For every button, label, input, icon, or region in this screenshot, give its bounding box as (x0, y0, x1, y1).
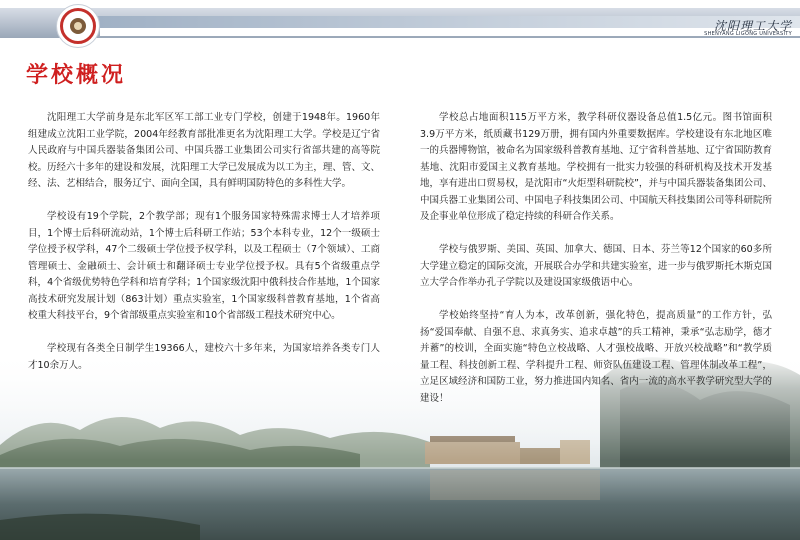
paragraph: 沈阳理工大学前身是东北军区军工部工业专门学校，创建于1948年。1960年组建成立沈阳工业学院，2004年经教育部批准更名为沈阳理工大学。学校是辽宁省人民政府与中国兵器装备集团公司、中国兵器工业集团公司实行省部共建的高等院校。历经六十多年的建设和发展，沈阳理工大学已发展成为以工为主，理、管、文、经、法、艺相结合，服务辽宁、面向全国，具有鲜明国防特色的多科性大学。 (28, 112, 380, 189)
page-header (0, 0, 800, 48)
right-column (420, 110, 772, 424)
paragraph: 学校与俄罗斯、美国、英国、加拿大、德国、日本、芬兰等12个国家的60多所大学建立稳定的国际交流，开展联合办学和共建实验室，进一步与俄罗斯托木斯克国立大学合作举办孔子学院以及建设国家级俄语中心。 (420, 244, 772, 288)
left-column (28, 110, 380, 391)
calligraphy-subtitle: SHENYANG LIGONG UNIVERSITY (704, 31, 792, 37)
header-strip (86, 16, 800, 28)
seal-center (74, 22, 82, 30)
paragraph: 学校总占地面积115万平方米，教学科研仪器设备总值1.5亿元。图书馆面积3.9万平方米，纸质藏书129万册，拥有国内外重要数据库。学校建设有东北地区唯一的兵器博物馆，被命名为国家级科普教育基地、辽宁省科普基地、辽宁省国防教育基地、沈阳市爱国主义教育基地。学校拥有一批实力较强的科研机构及技术开发基地，享有进出口贸易权，是沈阳市“火炬型科研院校”，并与中国兵器装备集团公司、中国兵器工业集团公司、中国电子科技集团公司、中国航天科技集团公司等科研院所及企事业单位形成了稳定持续的科研合作关系。 (420, 112, 772, 222)
paragraph: 学校始终坚持“育人为本，改革创新，强化特色，提高质量”的工作方针，弘扬“爱国奉献、自强不息、求真务实、追求卓越”的兵工精神，秉承“弘志励学，德才并蓄”的校训，全面实施“特色立校战略、人才强校战略、开放兴校战略”和“教学质量工程、科技创新工程、学科提升工程、师资队伍建设工程、管理体制改革工程”，立足区域经济和国防工业，努力推进国内知名、省内一流的高水平教学研究型大学的建设！ (420, 310, 772, 404)
page-title: 学校概况 (26, 63, 127, 88)
calligraphy-mark: 沈阳理工大学 (713, 19, 792, 33)
paragraph: 学校现有各类全日制学生19366人，建校六十多年来，为国家培养各类专门人才10余万人。 (28, 343, 380, 371)
paragraph: 学校设有19个学院，2个教学部；现有1个服务国家特殊需求博士人才培养项目，1个博士后科研流动站，1个博士后科研工作站；53个本科专业，12个一级硕士学位授予权学科，47个二级硕士学位授予权学科，以及工程硕士（7个领域）、工商管理硕士、金融硕士、会计硕士和翻译硕士专业学位授予权。具有5个省级重点学科，4个省级优势特色学科和培育学科；1个国家级沈阳中俄科技合作基地，1个国家高技术研究发展计划（863计划）重点实验室，1个国家级科普教育基地，1个省高校重大科技平台，9个省部级重点实验室和10个省部级工程技术研究中心。 (28, 211, 380, 321)
